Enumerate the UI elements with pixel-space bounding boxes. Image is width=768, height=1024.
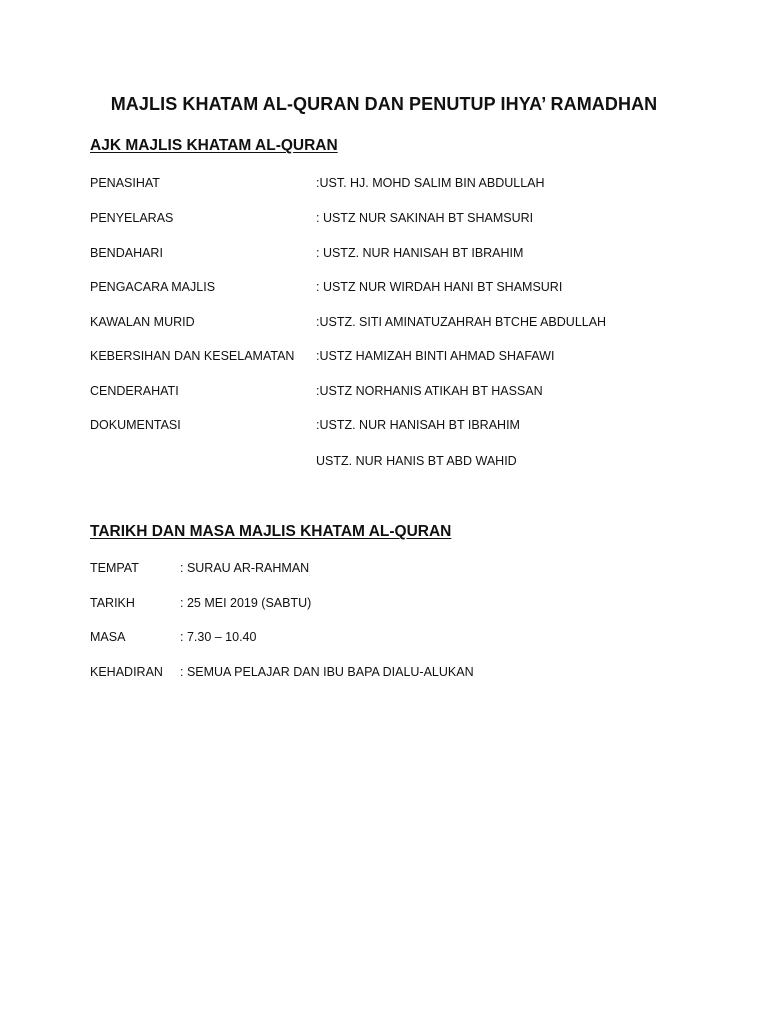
ajk-role-label: KEBERSIHAN DAN KESELAMATAN xyxy=(90,349,295,363)
ajk-role-label: KAWALAN MURID xyxy=(90,315,195,329)
event-field-label: TEMPAT xyxy=(90,561,139,575)
event-field-value: : SURAU AR-RAHMAN xyxy=(180,561,310,575)
ajk-role-label: CENDERAHATI xyxy=(90,384,179,398)
ajk-member-name: :USTZ. SITI AMINATUZAHRAH BTCHE ABDULLAH xyxy=(316,315,607,329)
ajk-member-name: :USTZ NORHANIS ATIKAH BT HASSAN xyxy=(316,384,543,398)
event-section-heading: TARIKH DAN MASA MAJLIS KHATAM AL-QURAN xyxy=(90,523,452,540)
ajk-section-heading: AJK MAJLIS KHATAM AL-QURAN xyxy=(90,137,338,154)
ajk-role-label: PENGACARA MAJLIS xyxy=(90,280,216,294)
page-title: MAJLIS KHATAM AL-QURAN DAN PENUTUP IHYA’ RAMADHAN xyxy=(110,94,658,114)
ajk-member-name: :UST. HJ. MOHD SALIM BIN ABDULLAH xyxy=(316,176,545,190)
ajk-member-name: :USTZ. NUR HANISAH BT IBRAHIM xyxy=(316,418,520,432)
ajk-member-name: USTZ. NUR HANIS BT ABD WAHID xyxy=(316,454,517,468)
event-field-label: TARIKH xyxy=(90,596,135,610)
ajk-member-name: : USTZ. NUR HANISAH BT IBRAHIM xyxy=(316,246,524,260)
ajk-member-name: : USTZ NUR SAKINAH BT SHAMSURI xyxy=(316,211,534,225)
ajk-member-name: :USTZ HAMIZAH BINTI AHMAD SHAFAWI xyxy=(316,349,555,363)
ajk-role-label: PENASIHAT xyxy=(90,176,160,190)
ajk-role-label: BENDAHARI xyxy=(90,246,163,260)
ajk-role-label: DOKUMENTASI xyxy=(90,418,181,432)
event-field-value: : SEMUA PELAJAR DAN IBU BAPA DIALU-ALUKAN xyxy=(180,665,474,679)
ajk-role-label: PENYELARAS xyxy=(90,211,174,225)
event-field-value: : 25 MEI 2019 (SABTU) xyxy=(180,596,312,610)
event-field-value: : 7.30 – 10.40 xyxy=(180,630,257,644)
ajk-member-name: : USTZ NUR WIRDAH HANI BT SHAMSURI xyxy=(316,280,563,294)
event-field-label: KEHADIRAN xyxy=(90,665,163,679)
event-field-label: MASA xyxy=(90,630,126,644)
